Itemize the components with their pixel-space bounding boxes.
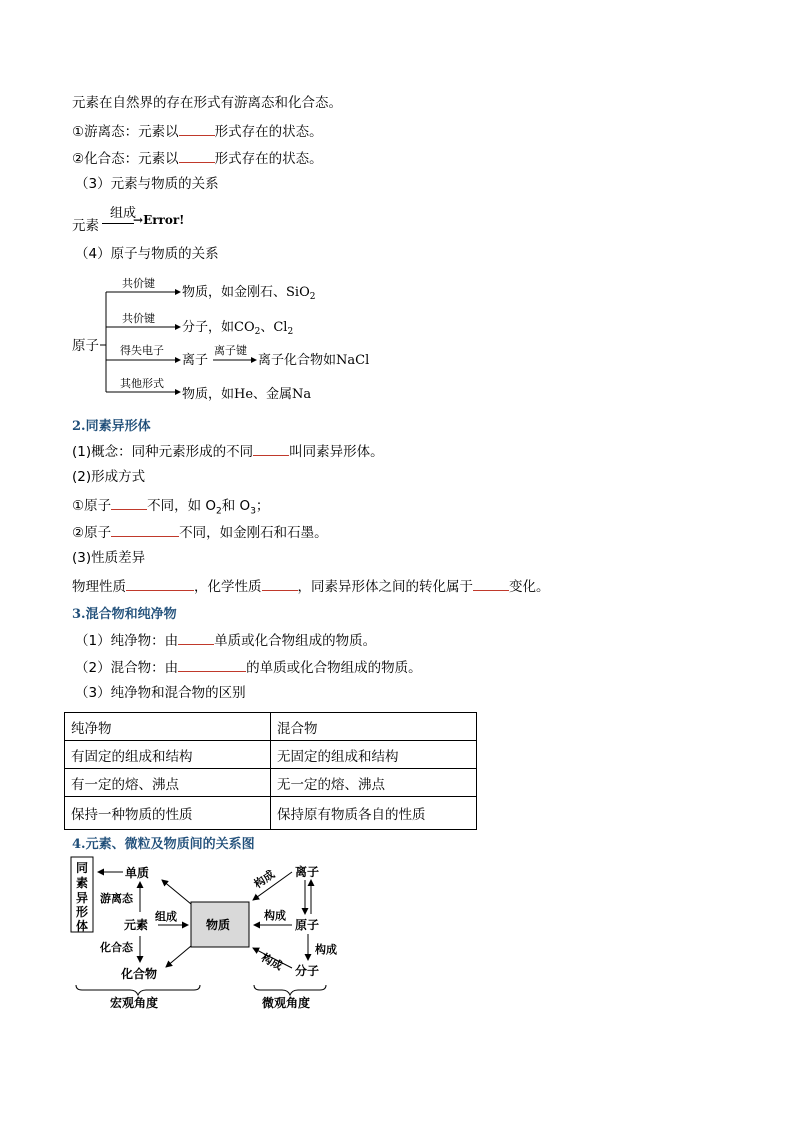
blank-physical[interactable] bbox=[126, 576, 194, 591]
text-properties: 物理性质 ，化学性质 ，同素异形体之间的转化属于 变化。 bbox=[72, 576, 550, 596]
text-element-substance: （3）元素与物质的关系 bbox=[75, 176, 219, 192]
blank-combined-state[interactable] bbox=[179, 148, 215, 163]
label-construct-ion: 构成 bbox=[251, 867, 278, 891]
text-difference: （3）纯净物和混合物的区别 bbox=[75, 685, 246, 701]
blank-chemical[interactable] bbox=[262, 576, 298, 591]
table-cell: 无一定的熔、沸点 bbox=[271, 769, 477, 797]
relation-diagram bbox=[68, 852, 348, 1012]
table-cell: 保持原有物质各自的性质 bbox=[271, 797, 477, 830]
text-allotrope-concept: (1)概念：同种元素形成的不同 叫同素异形体。 bbox=[72, 441, 384, 461]
label-combined-state: 化合态 bbox=[100, 941, 133, 954]
label-micro: 微观角度 bbox=[262, 996, 311, 1010]
node-substance: 物质 bbox=[206, 918, 231, 932]
table-cell: 保持一种物质的性质 bbox=[65, 797, 271, 830]
text-pure: （1）纯净物：由 单质或化合物组成的物质。 bbox=[75, 630, 376, 650]
branch-result-1: 物质，如金刚石、SiO$_2$ bbox=[182, 285, 316, 302]
blank-concept[interactable] bbox=[253, 441, 289, 456]
table-cell: 混合物 bbox=[271, 713, 477, 741]
allotrope-char: 形 bbox=[76, 905, 89, 919]
blank-way-1[interactable] bbox=[111, 495, 147, 510]
branch-label-covalent-2: 共价键 bbox=[122, 312, 155, 325]
heading-mixture-pure: 3.混合物和纯净物 bbox=[72, 607, 177, 622]
text-way-2: ②原子 不同，如金刚石和石墨。 bbox=[72, 522, 328, 542]
branch-result-4: 物质，如He、金属Na bbox=[182, 387, 312, 402]
branch-result-ion: 离子 bbox=[182, 353, 209, 368]
node-atom: 原子 bbox=[295, 918, 320, 932]
text-atom-substance: （4）原子与物质的关系 bbox=[75, 246, 219, 262]
branch-label-ionic: 离子键 bbox=[214, 344, 247, 357]
label-compose: 组成 bbox=[155, 910, 177, 923]
table-cell: 有一定的熔、沸点 bbox=[65, 769, 271, 797]
text-existence-forms: 元素在自然界的存在形式有游离态和化合态。 bbox=[72, 95, 342, 111]
table-row bbox=[65, 713, 477, 741]
allotrope-char: 异 bbox=[76, 891, 89, 905]
arrow-line bbox=[102, 223, 134, 224]
blank-way-2[interactable] bbox=[111, 522, 179, 537]
table-cell: 纯净物 bbox=[65, 713, 271, 741]
text-formation-way: (2)形成方式 bbox=[72, 469, 146, 485]
branch-label-electron: 得失电子 bbox=[120, 344, 164, 357]
label-free-state: 游离态 bbox=[100, 892, 133, 905]
table-row bbox=[65, 741, 477, 769]
text-way-1: ①原子 不同，如 $O_2$和 $O_3$； bbox=[72, 495, 269, 521]
node-molecule: 分子 bbox=[295, 964, 320, 978]
table-cell: 无固定的组成和结构 bbox=[271, 741, 477, 769]
label-construct-molecule: 构成 bbox=[315, 943, 337, 956]
table-row bbox=[65, 769, 477, 797]
text-mixture: （2）混合物：由 的单质或化合物组成的物质。 bbox=[75, 657, 422, 677]
comparison-table bbox=[64, 712, 477, 830]
allotrope-char: 体 bbox=[76, 919, 89, 933]
blank-change[interactable] bbox=[473, 576, 509, 591]
blank-pure[interactable] bbox=[178, 630, 214, 645]
arrow-label-compose: 组成 bbox=[110, 206, 137, 221]
node-compound: 化合物 bbox=[121, 967, 158, 981]
node-simple-substance: 单质 bbox=[125, 866, 150, 880]
text-combined-state: ②化合态：元素以 形式存在的状态。 bbox=[72, 148, 323, 168]
table-cell: 有固定的组成和结构 bbox=[65, 741, 271, 769]
blank-free-state[interactable] bbox=[179, 121, 215, 136]
element-relation: 元素 组成 →Error! bbox=[72, 202, 212, 234]
label-macro: 宏观角度 bbox=[110, 996, 159, 1010]
branch-result-2: 分子，如$CO_2$、$Cl_2$ bbox=[182, 320, 294, 337]
heading-relation-diagram: 4.元素、微粒及物质间的关系图 bbox=[72, 837, 255, 852]
branch-result-ionic-compound: 离子化合物如NaCl bbox=[258, 353, 370, 368]
atom-root: 原子 bbox=[72, 338, 99, 354]
node-element: 元素 bbox=[124, 918, 149, 932]
branch-label-covalent-1: 共价键 bbox=[122, 277, 155, 290]
label-construct-atom: 构成 bbox=[264, 909, 286, 922]
allotrope-char: 素 bbox=[76, 876, 89, 890]
atom-diagram bbox=[70, 270, 400, 410]
branch-label-other: 其他形式 bbox=[120, 377, 164, 390]
text-free-state: ①游离态：元素以 形式存在的状态。 bbox=[72, 121, 323, 141]
text-property-diff: (3)性质差异 bbox=[72, 550, 146, 566]
table-row bbox=[65, 797, 477, 830]
blank-mixture[interactable] bbox=[178, 657, 246, 672]
label-construct-molecule-substance: 构成 bbox=[259, 951, 285, 973]
node-ion: 离子 bbox=[295, 865, 320, 879]
allotrope-char: 同 bbox=[76, 861, 89, 875]
heading-allotrope: 2.同素异形体 bbox=[72, 419, 151, 434]
